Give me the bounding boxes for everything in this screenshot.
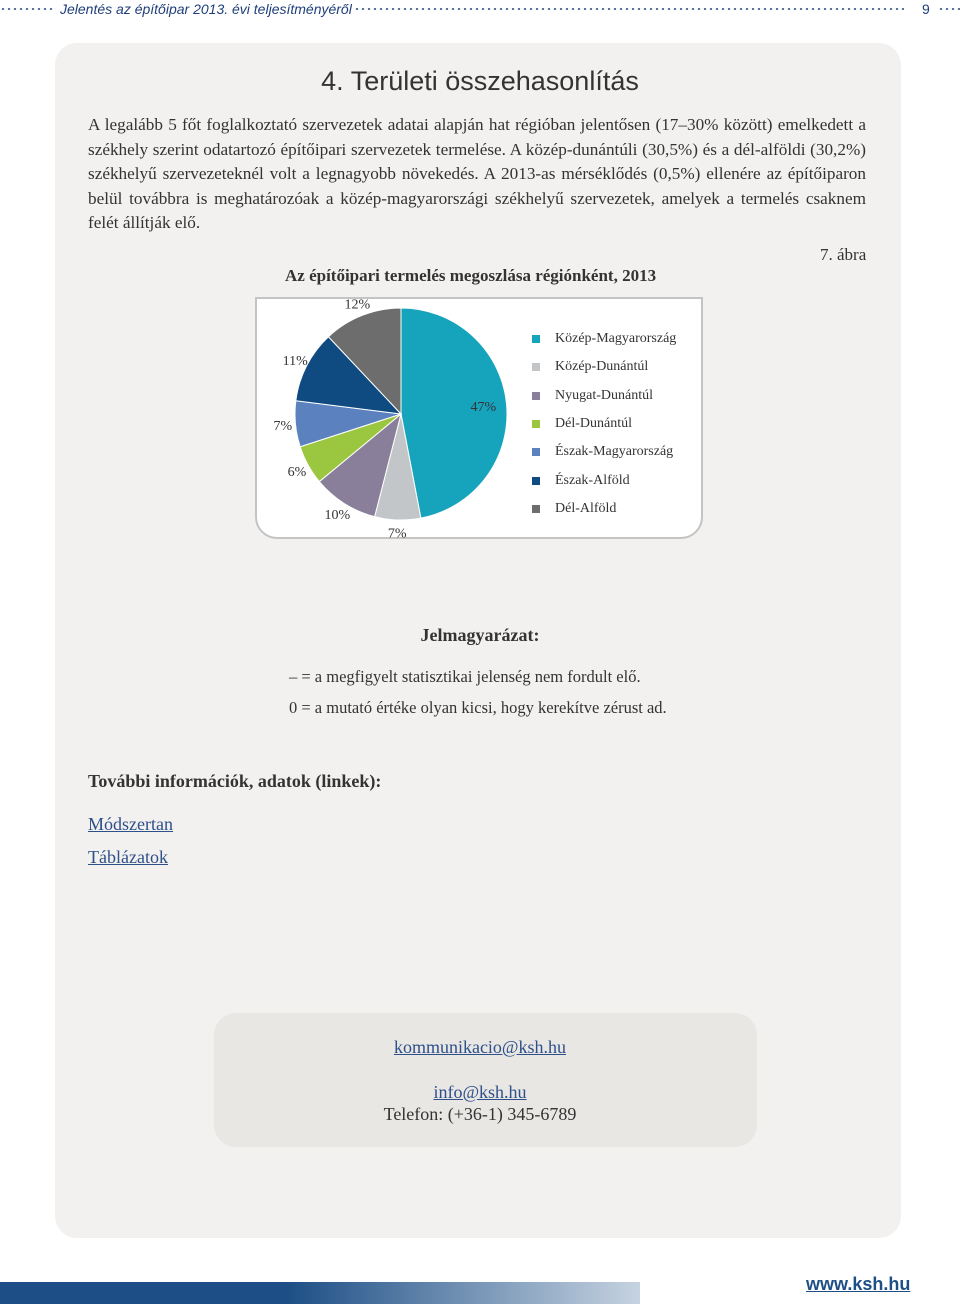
- legend-swatch: [532, 448, 540, 456]
- methodology-link[interactable]: Módszertan: [88, 814, 173, 834]
- legend-item: [532, 353, 676, 381]
- legend-swatch: [532, 505, 540, 513]
- jelmagyarazat-title: Jelmagyarázat:: [420, 625, 540, 645]
- legend-item: [532, 438, 676, 466]
- contact-email-link[interactable]: kommunikacio@ksh.hu: [393, 1037, 567, 1057]
- legend-label: Dél-Alföld: [555, 500, 617, 516]
- jelmagyarazat-line: 0 = a mutató értéke olyan kicsi, hogy kerekítve zérust ad.: [289, 698, 667, 717]
- legend-label: Észak-Magyarország: [555, 444, 674, 460]
- pie-data-label: 11%: [282, 354, 308, 370]
- chart-title: Az építőipari termelés megoszlása régiónként, 2013: [285, 266, 657, 285]
- pie-data-label: 12%: [344, 297, 371, 313]
- legend-label: Közép-Dunántúl: [555, 359, 649, 375]
- legend-label: Nyugat-Dunántúl: [555, 387, 653, 403]
- legend-swatch: [532, 335, 540, 343]
- pie-chart: [0, 0, 960, 560]
- footer-website-link[interactable]: www.ksh.hu: [806, 1274, 911, 1294]
- jelmagyarazat-line: – = a megfigyelt statisztikai jelenség nem fordult elő.: [289, 667, 641, 686]
- intro-paragraph: A legalább 5 főt foglalkoztató szervezetek adatai alapján hat régióban jelentősen (17–30% között) emelkedett a székhely szerint odatartozó építőipari szervezetek termelése. A közép-dunántúli (30,5%) és a dél-alföldi (30,2%) székhelyű szervezeteknél volt a legnagyobb növekedés. A 2013-as mérséklődés (0,5%) ellenére az építőiparon belül továbbra is meghatározóak a közép-magyarországi székhelyű szervezetek, amelyek a termelés csaknem felét állítják elő.: [88, 115, 866, 233]
- legend-swatch: [532, 420, 540, 428]
- legend-item: [532, 382, 676, 410]
- info-email-link[interactable]: info@ksh.hu: [433, 1082, 527, 1102]
- legend-item: [532, 410, 676, 438]
- more-info-title: További információk, adatok (linkek):: [88, 771, 382, 791]
- header-title: Jelentés az építőipar 2013. évi teljesítményéről: [60, 1, 352, 17]
- legend-item: [532, 325, 676, 353]
- legend-label: Dél-Dunántúl: [555, 416, 632, 432]
- contact-phone: Telefon: (+36-1) 345-6789: [383, 1104, 577, 1124]
- legend-label: Közép-Magyarország: [555, 331, 677, 347]
- page-number: 9: [922, 1, 930, 17]
- legend-swatch: [532, 477, 540, 485]
- figure-number: 7. ábra: [820, 245, 867, 264]
- pie-data-label: 7%: [273, 419, 293, 435]
- pie-data-label: 47%: [470, 400, 497, 416]
- tables-link[interactable]: Táblázatok: [88, 847, 168, 867]
- pie-data-label: 6%: [287, 465, 307, 481]
- legend-swatch: [532, 363, 540, 371]
- legend-label: Észak-Alföld: [555, 472, 630, 488]
- legend-item: [532, 466, 676, 494]
- chart-legend: [532, 325, 676, 523]
- legend-swatch: [532, 392, 540, 400]
- pie-data-label: 7%: [387, 526, 407, 542]
- pie-data-label: 10%: [324, 508, 351, 524]
- section-title: 4. Területi összehasonlítás: [321, 66, 639, 96]
- legend-item: [532, 495, 676, 523]
- footer-band: [0, 1282, 640, 1304]
- contact-box: [214, 1013, 757, 1147]
